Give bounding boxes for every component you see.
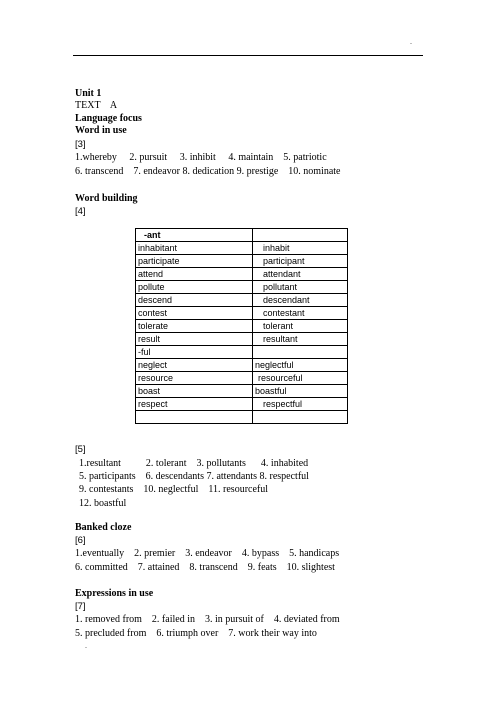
table-row <box>136 294 348 307</box>
table-cell <box>253 346 348 359</box>
table-row <box>136 268 348 281</box>
exercise-5-answers-line-2: 5. participants 6. descendants 7. attendants 8. respectful <box>79 471 309 482</box>
table-cell: -ful <box>136 346 253 359</box>
table-row <box>136 411 348 424</box>
table-cell <box>136 411 253 424</box>
table-row <box>136 333 348 346</box>
table-row <box>136 346 348 359</box>
exercise-7-answers-line-2: 5. precluded from 6. triumph over 7. work their way into <box>75 628 317 639</box>
table-cell: respectful <box>253 398 348 411</box>
table-cell: neglect <box>136 359 253 372</box>
table-cell: descendant <box>253 294 348 307</box>
exercise-6-label: [6] <box>75 535 86 546</box>
unit-title: Unit 1 <box>75 88 102 99</box>
section-language-focus: Language focus <box>75 113 142 124</box>
header-mark: . <box>410 37 412 46</box>
table-row <box>136 229 348 242</box>
exercise-6-answers-line-1: 1.eventually 2. premier 3. endeavor 4. bypass 5. handicaps <box>75 548 340 559</box>
exercise-3-answers-line-2: 6. transcend 7. endeavor 8. dedication 9. prestige 10. nominate <box>75 166 341 177</box>
footer-mark: . <box>85 641 87 650</box>
table-cell: -ant <box>136 229 253 242</box>
table-cell: tolerant <box>253 320 348 333</box>
table-cell: neglectful <box>253 359 348 372</box>
table-cell: inhabitant <box>136 242 253 255</box>
exercise-7-answers-line-1: 1. removed from 2. failed in 3. in pursuit of 4. deviated from <box>75 614 340 625</box>
exercise-5-label: [5] <box>75 444 86 455</box>
table-cell: inhabit <box>253 242 348 255</box>
table-cell: boastful <box>253 385 348 398</box>
exercise-7-label: [7] <box>75 601 86 612</box>
table-cell: attend <box>136 268 253 281</box>
table-row <box>136 307 348 320</box>
table-row <box>136 372 348 385</box>
text-title: TEXT A <box>75 100 118 111</box>
exercise-5-answers-line-4: 12. boastful <box>79 498 127 509</box>
table-row <box>136 255 348 268</box>
table-cell: resultant <box>253 333 348 346</box>
table-row <box>136 281 348 294</box>
table-cell: participant <box>253 255 348 268</box>
table-cell: pollute <box>136 281 253 294</box>
exercise-6-answers-line-2: 6. committed 7. attained 8. transcend 9. feats 10. slightest <box>75 562 335 573</box>
table-cell <box>253 229 348 242</box>
table-cell: tolerate <box>136 320 253 333</box>
table-cell: pollutant <box>253 281 348 294</box>
section-expressions-in-use: Expressions in use <box>75 588 154 599</box>
table-cell: respect <box>136 398 253 411</box>
table-cell: descend <box>136 294 253 307</box>
section-word-in-use: Word in use <box>75 125 127 136</box>
table-cell: boast <box>136 385 253 398</box>
table-cell: contestant <box>253 307 348 320</box>
exercise-5-answers-line-1: 1.resultant 2. tolerant 3. pollutants 4. inhabited <box>79 458 309 469</box>
table-row <box>136 320 348 333</box>
table-row <box>136 385 348 398</box>
table-row <box>136 359 348 372</box>
table-cell: contest <box>136 307 253 320</box>
exercise-3-answers-line-1: 1.whereby 2. pursuit 3. inhibit 4. maintain 5. patriotic <box>75 152 327 163</box>
table-cell: result <box>136 333 253 346</box>
section-banked-cloze: Banked cloze <box>75 522 132 533</box>
exercise-5-answers-line-3: 9. contestants 10. neglectful 11. resourceful <box>79 484 269 495</box>
table-cell: attendant <box>253 268 348 281</box>
section-word-building: Word building <box>75 193 138 204</box>
word-building-table <box>135 228 348 424</box>
exercise-3-label: [3] <box>75 139 86 150</box>
table-cell <box>253 411 348 424</box>
table-row <box>136 398 348 411</box>
table-cell: resource <box>136 372 253 385</box>
table-row <box>136 242 348 255</box>
header-rule <box>73 55 423 56</box>
table-cell: participate <box>136 255 253 268</box>
exercise-4-label: [4] <box>75 206 86 217</box>
table-cell: resourceful <box>253 372 348 385</box>
